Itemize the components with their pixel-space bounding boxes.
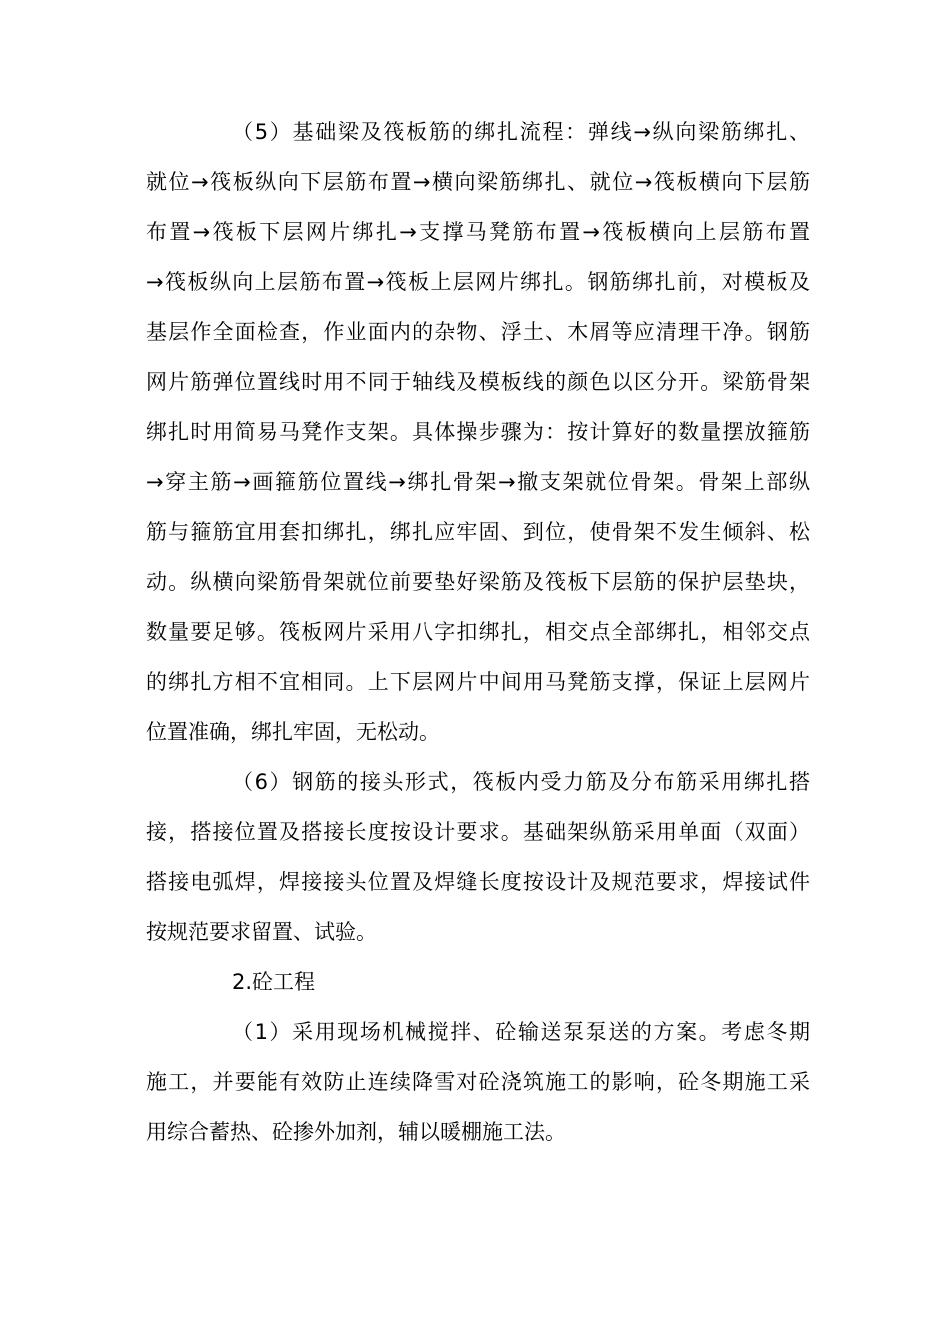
paragraph-5-line-7: 绑扎时用简易马凳作支架。具体操步骤为：按计算好的数量摆放箍筋 <box>146 420 810 444</box>
paragraph-5-line-5: 基层作全面检查，作业面内的杂物、浮土、木屑等应清理干净。钢筋 <box>146 320 810 344</box>
paragraph-6-line-2: 接，搭接位置及搭接长度按设计要求。基础架纵筋采用单面（双面） <box>146 820 810 844</box>
paragraph-5-line-2: 就位→筏板纵向下层筋布置→横向梁筋绑扎、就位→筏板横向下层筋 <box>146 170 810 194</box>
section-heading: 2.砼工程 <box>232 970 316 994</box>
paragraph-6-line-3: 搭接电弧焊，焊接接头位置及焊缝长度按设计及规范要求，焊接试件 <box>146 870 810 894</box>
paragraph-1-line-1: （1）采用现场机械搅拌、砼输送泵泵送的方案。考虑冬期 <box>232 1020 810 1044</box>
paragraph-5-line-13: 位置准确，绑扎牢固，无松动。 <box>146 720 440 744</box>
paragraph-6-line-1: （6）钢筋的接头形式，筏板内受力筋及分布筋采用绑扎搭 <box>232 770 810 794</box>
paragraph-5-line-3: 布置→筏板下层网片绑扎→支撑马凳筋布置→筏板横向上层筋布置 <box>146 220 810 244</box>
paragraph-5-line-4: →筏板纵向上层筋布置→筏板上层网片绑扎。钢筋绑扎前，对模板及 <box>146 270 810 294</box>
paragraph-5-line-10: 动。纵横向梁筋骨架就位前要垫好梁筋及筏板下层筋的保护层垫块， <box>146 570 810 594</box>
paragraph-1-line-2: 施工，并要能有效防止连续降雪对砼浇筑施工的影响，砼冬期施工采 <box>146 1070 810 1094</box>
paragraph-5-line-1: （5）基础梁及筏板筋的绑扎流程：弹线→纵向梁筋绑扎、 <box>232 120 810 144</box>
paragraph-5-line-12: 的绑扎方相不宜相同。上下层网片中间用马凳筋支撑，保证上层网片 <box>146 670 810 694</box>
paragraph-5-line-8: →穿主筋→画箍筋位置线→绑扎骨架→撤支架就位骨架。骨架上部纵 <box>146 470 810 494</box>
paragraph-5-line-9: 筋与箍筋宜用套扣绑扎，绑扎应牢固、到位，使骨架不发生倾斜、松 <box>146 520 810 544</box>
paragraph-6-line-4: 按规范要求留置、试验。 <box>146 920 377 944</box>
paragraph-5-line-6: 网片筋弹位置线时用不同于轴线及模板线的颜色以区分开。梁筋骨架 <box>146 370 810 394</box>
paragraph-1-line-3: 用综合蓄热、砼掺外加剂，辅以暖棚施工法。 <box>146 1120 566 1144</box>
paragraph-5-line-11: 数量要足够。筏板网片采用八字扣绑扎，相交点全部绑扎，相邻交点 <box>146 620 810 644</box>
